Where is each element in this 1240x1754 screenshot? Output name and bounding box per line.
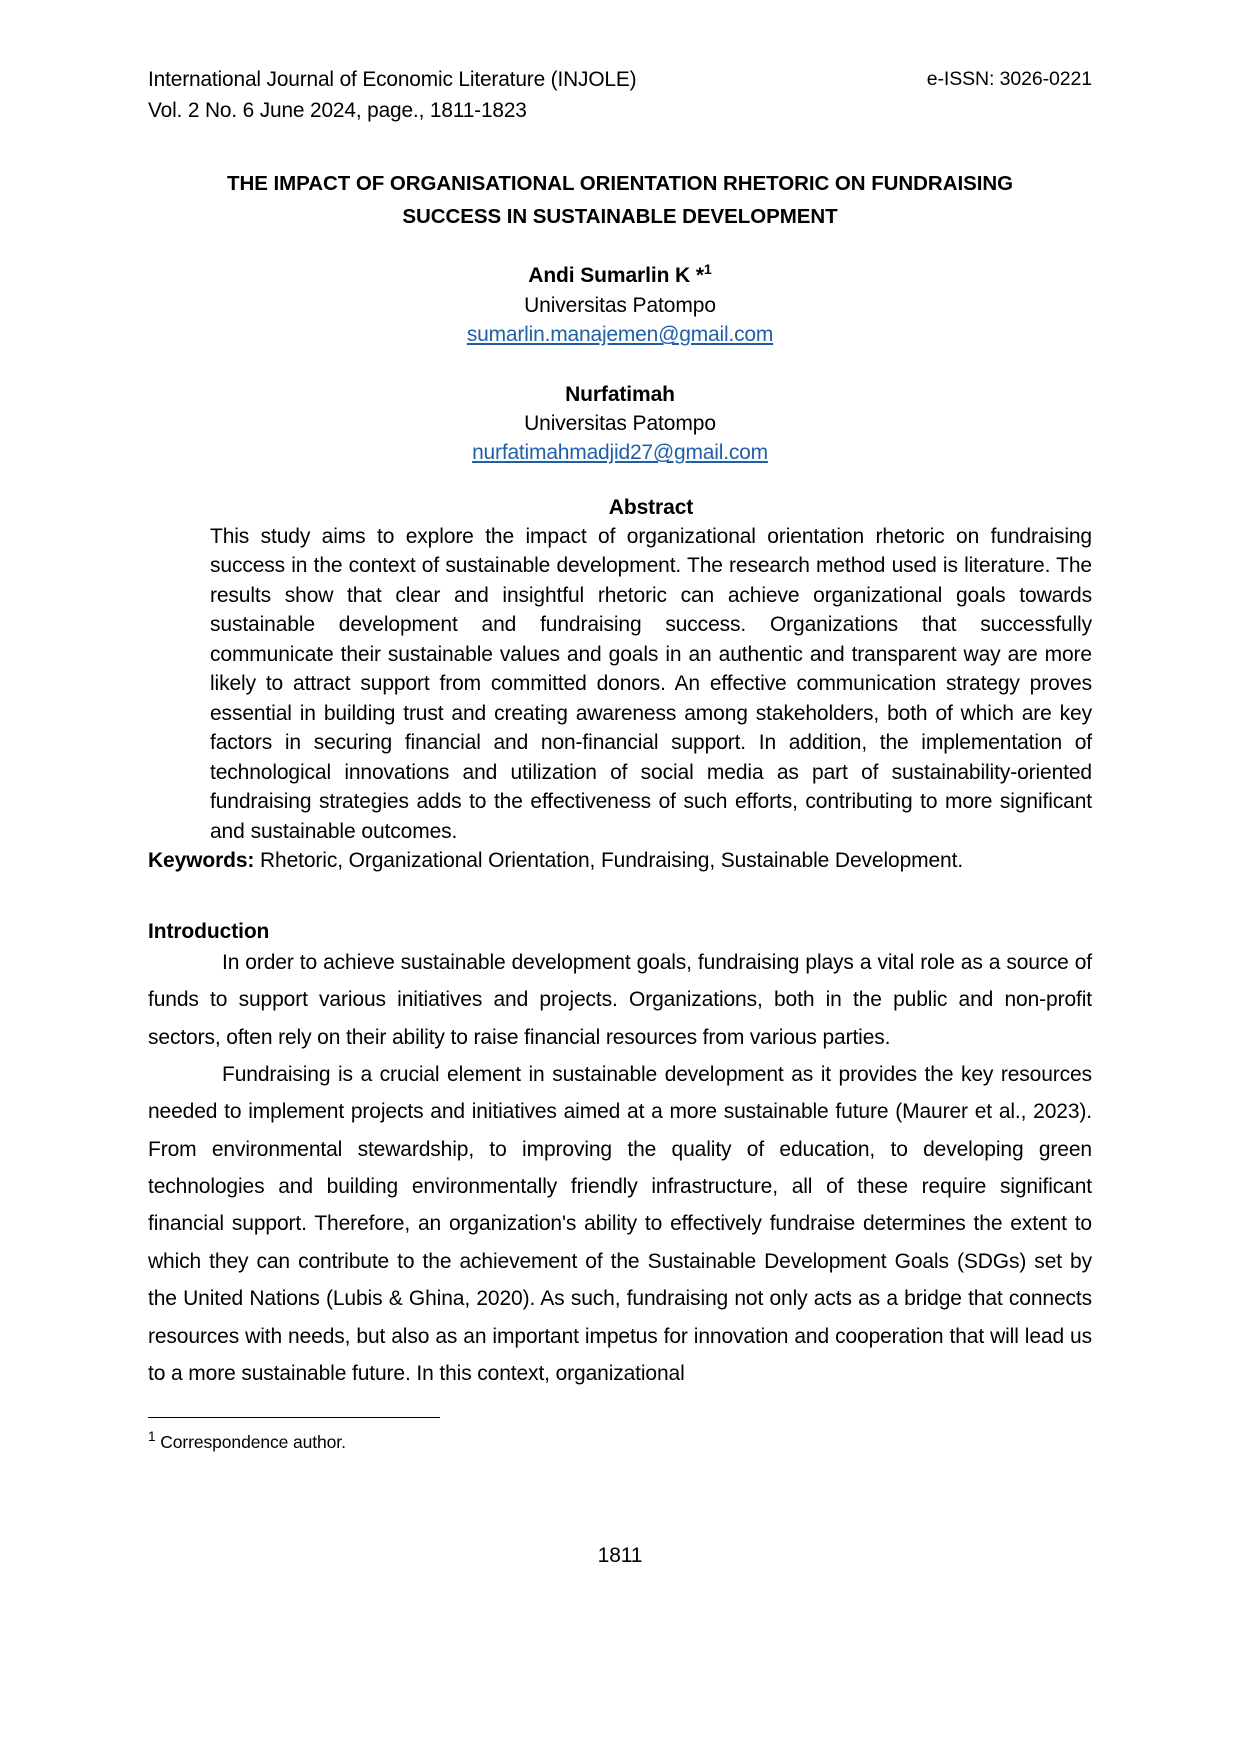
journal-name: International Journal of Economic Literature (INJOLE) (148, 67, 637, 91)
author-footnote-marker: 1 (703, 262, 712, 279)
keywords-separator: : (247, 849, 255, 873)
author-email-link[interactable]: nurfatimahmadjid27@gmail.com (472, 441, 768, 465)
author-email-link[interactable]: sumarlin.manajemen@gmail.com (466, 323, 774, 347)
author-name-text: Nurfatimah (565, 382, 675, 406)
keywords-value: Rhetoric, Organizational Orientation, Fundraising, Sustainable Development. (254, 849, 964, 873)
paper-title (148, 167, 1092, 233)
author-block (148, 261, 1092, 349)
keywords-label (148, 849, 254, 872)
section-heading-introduction: Introduction (148, 919, 270, 943)
journal-info (148, 64, 636, 125)
author-name-text: Andi Sumarlin K * (528, 264, 704, 288)
paper-title-line-2: SUCCESS IN SUSTAINABLE DEVELOPMENT (402, 205, 838, 229)
introduction-paragraph-2: Fundraising is a crucial element in sustainable development as it provides the key resources needed to implement projects and initiatives aimed at a more sustainable future (Maurer et al., 2023). From environmental stewardship, to improving the quality of education, to developing green technologies and building environmentally friendly infrastructure, all of these require significant financial support. Therefore, an organization's ability to effectively fundraise determines the extent to which they can contribute to the achievement of the Sustainable Development Goals (SDGs) set by the United Nations (Lubis & Ghina, 2020). As such, fundraising not only acts as a bridge that connects resources with needs, but also as an important impetus for innovation and cooperation that will lead us to a more sustainable future. In this context, organizational (148, 1062, 1092, 1385)
paper-title-line-1: THE IMPACT OF ORGANISATIONAL ORIENTATION RHETORIC ON FUNDRAISING (226, 172, 1014, 196)
journal-eissn: e-ISSN: 3026-0221 (926, 68, 1092, 90)
abstract-body: This study aims to explore the impact of organizational orientation rhetoric on fundraising success in the context of sustainable development. The research method used is literature. The results show that clear and insightful rhetoric can achieve organizational goals towards sustainable development and fundraising success. Organizations that successfully communicate their sustainable values and goals in an authentic and transparent way are more likely to attract support from committed donors. An effective communication strategy proves essential in building trust and creating awareness among stakeholders, both of which are key factors in securing financial and non-financial support. In addition, the implementation of technological innovations and utilization of social media as part of sustainability-oriented fundraising strategies adds to the effectiveness of such efforts, contributing to more significant and sustainable outcomes. (210, 524, 1092, 843)
author-affiliation: Universitas Patompo (524, 412, 716, 435)
journal-issue: Vol. 2 No. 6 June 2024, page., 1811-1823 (148, 97, 527, 122)
author-name (148, 261, 1092, 290)
author-list (148, 261, 1092, 467)
keywords-line (148, 846, 1092, 876)
introduction-paragraph-1: In order to achieve sustainable development goals, fundraising plays a vital role as a source of funds to support various initiatives and projects. Organizations, both in the public and non-profit sectors, often rely on their ability to raise financial resources from various parties. (148, 950, 1092, 1049)
author-block (148, 380, 1092, 468)
page-masthead (148, 64, 1092, 125)
author-name (148, 380, 1092, 409)
page-number: 1811 (597, 1544, 643, 1567)
footnote-marker: 1 (148, 1428, 156, 1444)
footnote-text (148, 1430, 1092, 1455)
footnote-separator-rule (148, 1417, 440, 1418)
footnote-body: Correspondence author. (155, 1431, 346, 1452)
keywords-label-text: Keywords (148, 849, 248, 873)
author-affiliation: Universitas Patompo (524, 293, 716, 317)
page-footnote (148, 1417, 1092, 1455)
abstract-heading: Abstract (608, 495, 694, 519)
